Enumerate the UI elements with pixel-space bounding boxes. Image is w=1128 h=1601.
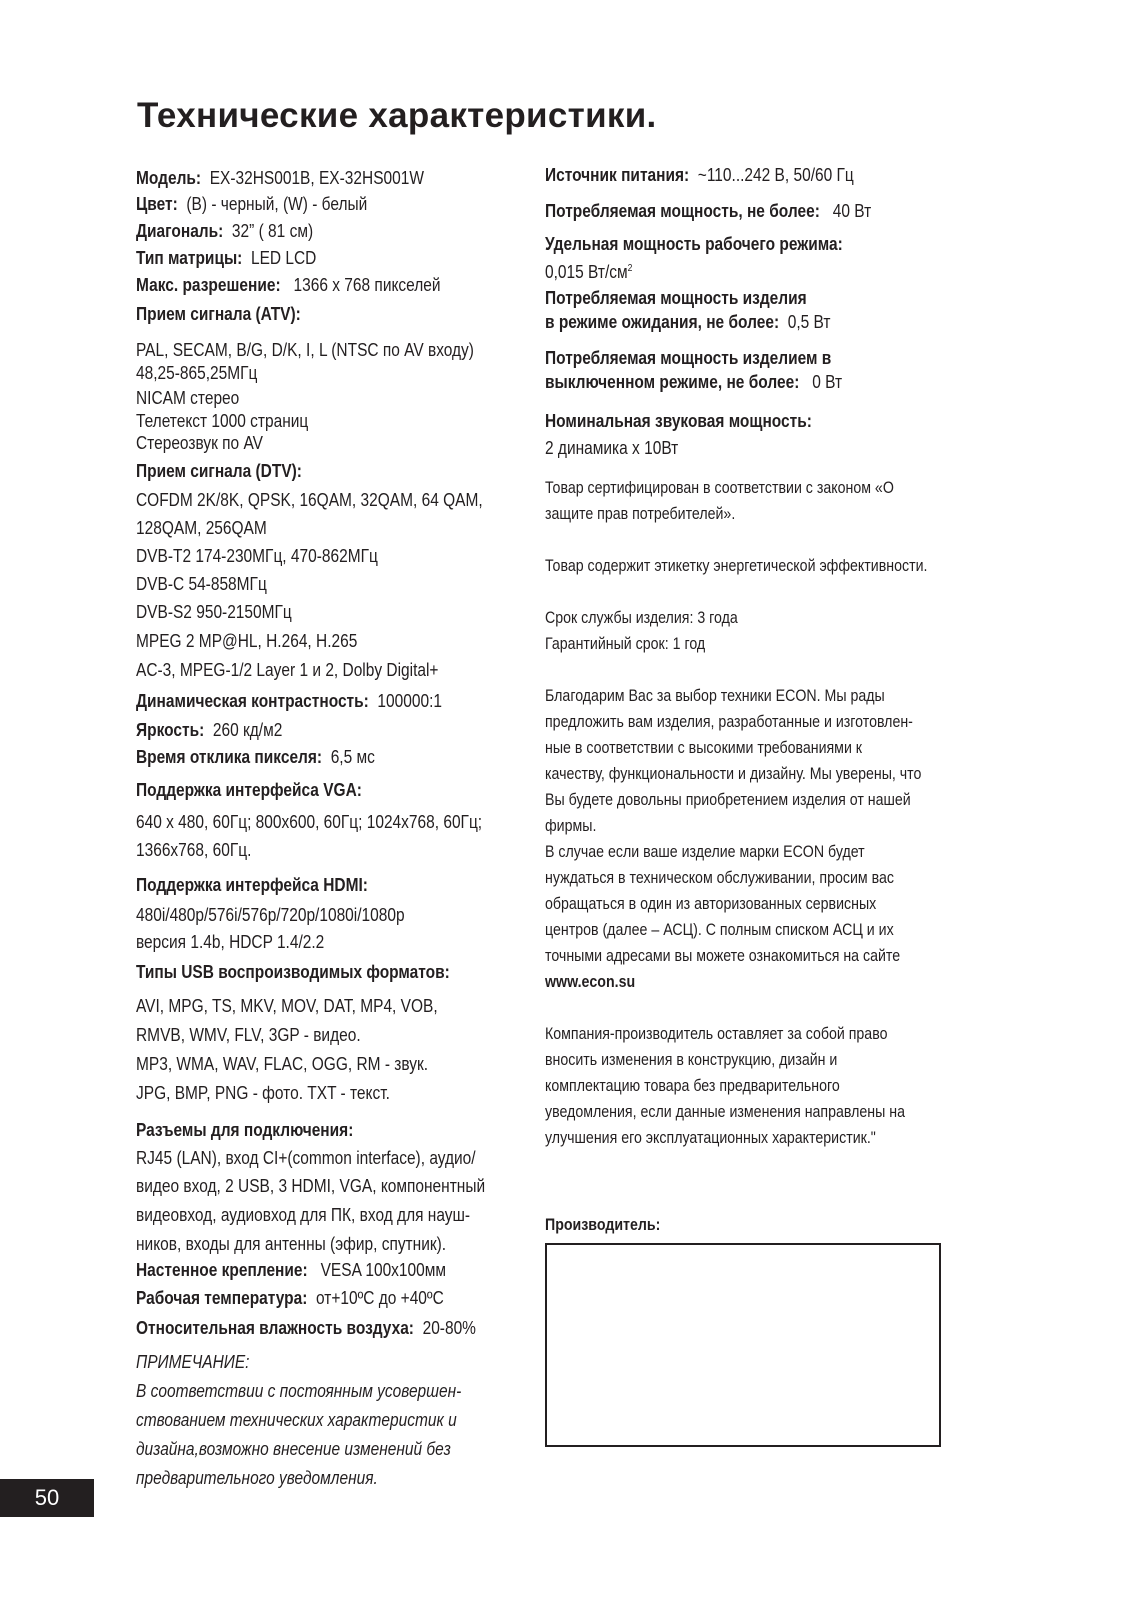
- spec-label: Время отклика пикселя:: [136, 747, 323, 767]
- spec-consumption: [545, 200, 871, 222]
- note-line: предварительного уведомления.: [136, 1468, 378, 1488]
- spec-connectors-line: видеовход, аудиовход для ПК, вход для науш-: [136, 1205, 471, 1225]
- spec-usb-label: Типы USB воспроизводимых форматов:: [136, 962, 450, 982]
- spec-standby-label: Потребляемая мощность изделия: [545, 288, 807, 308]
- spec-value: 40 Вт: [832, 201, 872, 221]
- spec-power-source: [545, 164, 854, 186]
- spec-value: EX-32HS001B, EX-32HS001W: [209, 168, 424, 188]
- page-number: 50: [0, 1479, 94, 1517]
- spec-standby: [545, 311, 830, 333]
- spec-specific-power-label: Удельная мощность рабочего режима:: [545, 234, 843, 254]
- spec-value: 0 Вт: [812, 372, 843, 392]
- spec-connectors-line: RJ45 (LAN), вход CI+(common interface), аудио/: [136, 1148, 476, 1168]
- energy-label-line: Товар содержит этикетку энергетической эффективности.: [545, 557, 928, 575]
- thanks-line: Благодарим Вас за выбор техники ECON. Мы рады: [545, 687, 885, 705]
- spec-wall-mount: [136, 1259, 446, 1281]
- spec-diagonal: [136, 220, 313, 242]
- lifetime-line: Срок службы изделия: 3 года: [545, 609, 738, 627]
- spec-vga-line: 640 x 480, 60Гц; 800x600, 60Гц; 1024x768, 60Гц;: [136, 812, 483, 832]
- spec-atv-line: PAL, SECAM, B/G, D/K, I, L (NTSC по AV входу): [136, 340, 474, 360]
- warranty-line: Гарантийный срок: 1 год: [545, 635, 706, 653]
- spec-label: выключенном режиме, не более:: [545, 372, 800, 392]
- spec-usb-line: MP3, WMA, WAV, FLAC, OGG, RM - звук.: [136, 1054, 429, 1074]
- spec-dtv-line: COFDM 2K/8K, QPSK, 16QAM, 32QAM, 64 QAM,: [136, 490, 483, 510]
- spec-value: ~110...242 В, 50/60 Гц: [697, 165, 854, 185]
- spec-vga-line: 1366x768, 60Гц.: [136, 840, 252, 860]
- thanks-line: обращаться в один из авторизованных сервисных: [545, 895, 877, 913]
- spec-off-label: Потребляемая мощность изделием в: [545, 348, 832, 368]
- thanks-line: центров (далее – АСЦ). С полным списком АСЦ и их: [545, 921, 894, 939]
- company-line: Компания-производитель оставляет за собой право: [545, 1025, 888, 1043]
- spec-value: от+10ºС до +40ºС: [315, 1288, 444, 1308]
- note-line: В соответствии с постоянным усовершен-: [136, 1381, 462, 1401]
- thanks-line: Вы будете довольны приобретением изделия от нашей: [545, 791, 911, 809]
- spec-label: Относительная влажность воздуха:: [136, 1318, 414, 1338]
- spec-model: [136, 167, 424, 189]
- thanks-line: нуждаться в техническом обслуживании, просим вас: [545, 869, 894, 887]
- company-line: улучшения его эксплуатационных характеристик.": [545, 1129, 876, 1147]
- spec-label: Настенное крепление:: [136, 1260, 308, 1280]
- spec-label: Цвет:: [136, 194, 178, 214]
- spec-value: LED LCD: [250, 248, 317, 268]
- thanks-line: В случае если ваше изделие марки ECON будет: [545, 843, 865, 861]
- manufacturer-label: Производитель:: [545, 1216, 661, 1234]
- note-label: ПРИМЕЧАНИЕ:: [136, 1352, 250, 1372]
- spec-label: Потребляемая мощность, не более:: [545, 201, 820, 221]
- spec-temperature: [136, 1287, 444, 1309]
- spec-label: Динамическая контрастность:: [136, 691, 369, 711]
- spec-matrix: [136, 247, 316, 269]
- spec-atv-line: NICAM стерео: [136, 388, 240, 408]
- company-line: комплектацию товара без предварительного: [545, 1077, 840, 1095]
- note-line: ствованием технических характеристик и: [136, 1410, 457, 1430]
- spec-value: 6,5 мс: [330, 747, 375, 767]
- manufacturer-box: [545, 1243, 941, 1447]
- thanks-line: ные в соответствии с высокими требованиями к: [545, 739, 863, 757]
- spec-value: VESA 100x100мм: [320, 1260, 447, 1280]
- spec-dtv-line: AC-3, MPEG-1/2 Layer 1 и 2, Dolby Digital+: [136, 660, 439, 680]
- spec-hdmi-label: Поддержка интерфейса HDMI:: [136, 875, 368, 895]
- company-line: уведомления, если данные изменения направлены на: [545, 1103, 905, 1121]
- spec-label: Яркость:: [136, 720, 205, 740]
- spec-label: Макс. разрешение:: [136, 275, 281, 295]
- spec-hdmi-line: версия 1.4b, HDCP 1.4/2.2: [136, 932, 325, 952]
- spec-value: 20-80%: [422, 1318, 476, 1338]
- spec-brightness: [136, 719, 282, 741]
- spec-atv-line: Телетекст 1000 страниц: [136, 411, 309, 431]
- spec-value: 260 кд/м2: [212, 720, 283, 740]
- cert-line: Товар сертифицирован в соответствии с законом «О: [545, 479, 894, 497]
- spec-sound-value: 2 динамика х 10Вт: [545, 438, 679, 458]
- spec-dtv-line: DVB-S2 950-2150МГц: [136, 602, 292, 622]
- spec-specific-power-value: 0,015 $Вт/см^2$: [545, 262, 633, 282]
- note-line: дизайна,возможно внесение изменений без: [136, 1439, 451, 1459]
- spec-connectors-label: Разъемы для подключения:: [136, 1120, 354, 1140]
- spec-atv-line: Стереозвук по AV: [136, 433, 263, 453]
- spec-value: (B) - черный, (W) - белый: [186, 194, 368, 214]
- spec-dtv-line: MPEG 2 MP@HL, H.264, H.265: [136, 631, 358, 651]
- spec-label: Диагональ:: [136, 221, 224, 241]
- spec-sound-label: Номинальная звуковая мощность:: [545, 411, 812, 431]
- spec-contrast: [136, 690, 442, 712]
- spec-dtv-line: DVB-T2 174-230МГц, 470-862МГц: [136, 546, 378, 566]
- spec-dtv-line: DVB-C 54-858МГц: [136, 574, 267, 594]
- spec-value: 1366 x 768 пикселей: [293, 275, 441, 295]
- spec-off: [545, 371, 842, 393]
- spec-hdmi-line: 480i/480p/576i/576p/720p/1080i/1080p: [136, 905, 405, 925]
- page-title: Технические характеристики.: [137, 96, 657, 135]
- spec-resolution: [136, 274, 441, 296]
- spec-color: [136, 193, 367, 215]
- spec-response: [136, 746, 375, 768]
- spec-usb-line: RMVB, WMV, FLV, 3GP - видео.: [136, 1025, 361, 1045]
- spec-value: 32” ( 81 см): [231, 221, 314, 241]
- thanks-line: качеству, функциональности и дизайну. Мы уверены, что: [545, 765, 922, 783]
- spec-atv-line: 48,25-865,25МГц: [136, 363, 258, 383]
- spec-atv-label: Прием сигнала (ATV):: [136, 304, 301, 324]
- spec-connectors-line: видео вход, 2 USB, 3 HDMI, VGA, компонентный: [136, 1176, 486, 1196]
- spec-label: Тип матрицы:: [136, 248, 243, 268]
- spec-humidity: [136, 1317, 476, 1339]
- spec-connectors-line: ников, входы для антенны (эфир, спутник).: [136, 1234, 447, 1254]
- spec-dtv-line: 128QAM, 256QAM: [136, 518, 267, 538]
- thanks-line: фирмы.: [545, 817, 597, 835]
- spec-usb-line: JPG, BMP, PNG - фото. TXT - текст.: [136, 1083, 390, 1103]
- spec-label: в режиме ожидания, не более:: [545, 312, 780, 332]
- spec-vga-label: Поддержка интерфейса VGA:: [136, 780, 362, 800]
- spec-label: Источник питания:: [545, 165, 690, 185]
- spec-label: Модель:: [136, 168, 202, 188]
- thanks-line: предложить вам изделия, разработанные и изготовлен-: [545, 713, 913, 731]
- spec-label: Рабочая температура:: [136, 1288, 308, 1308]
- company-line: вносить изменения в конструкцию, дизайн и: [545, 1051, 838, 1069]
- spec-value: 0,5 Вт: [787, 312, 831, 332]
- cert-line: защите прав потребителей».: [545, 505, 736, 523]
- spec-dtv-label: Прием сигнала (DTV):: [136, 461, 302, 481]
- spec-usb-line: AVI, MPG, TS, MKV, MOV, DAT, MP4, VOB,: [136, 996, 438, 1016]
- spec-value: 100000:1: [377, 691, 442, 711]
- thanks-line: точными адресами вы можете ознакомиться на сайте: [545, 947, 901, 965]
- website-link[interactable]: www.econ.su: [545, 973, 636, 991]
